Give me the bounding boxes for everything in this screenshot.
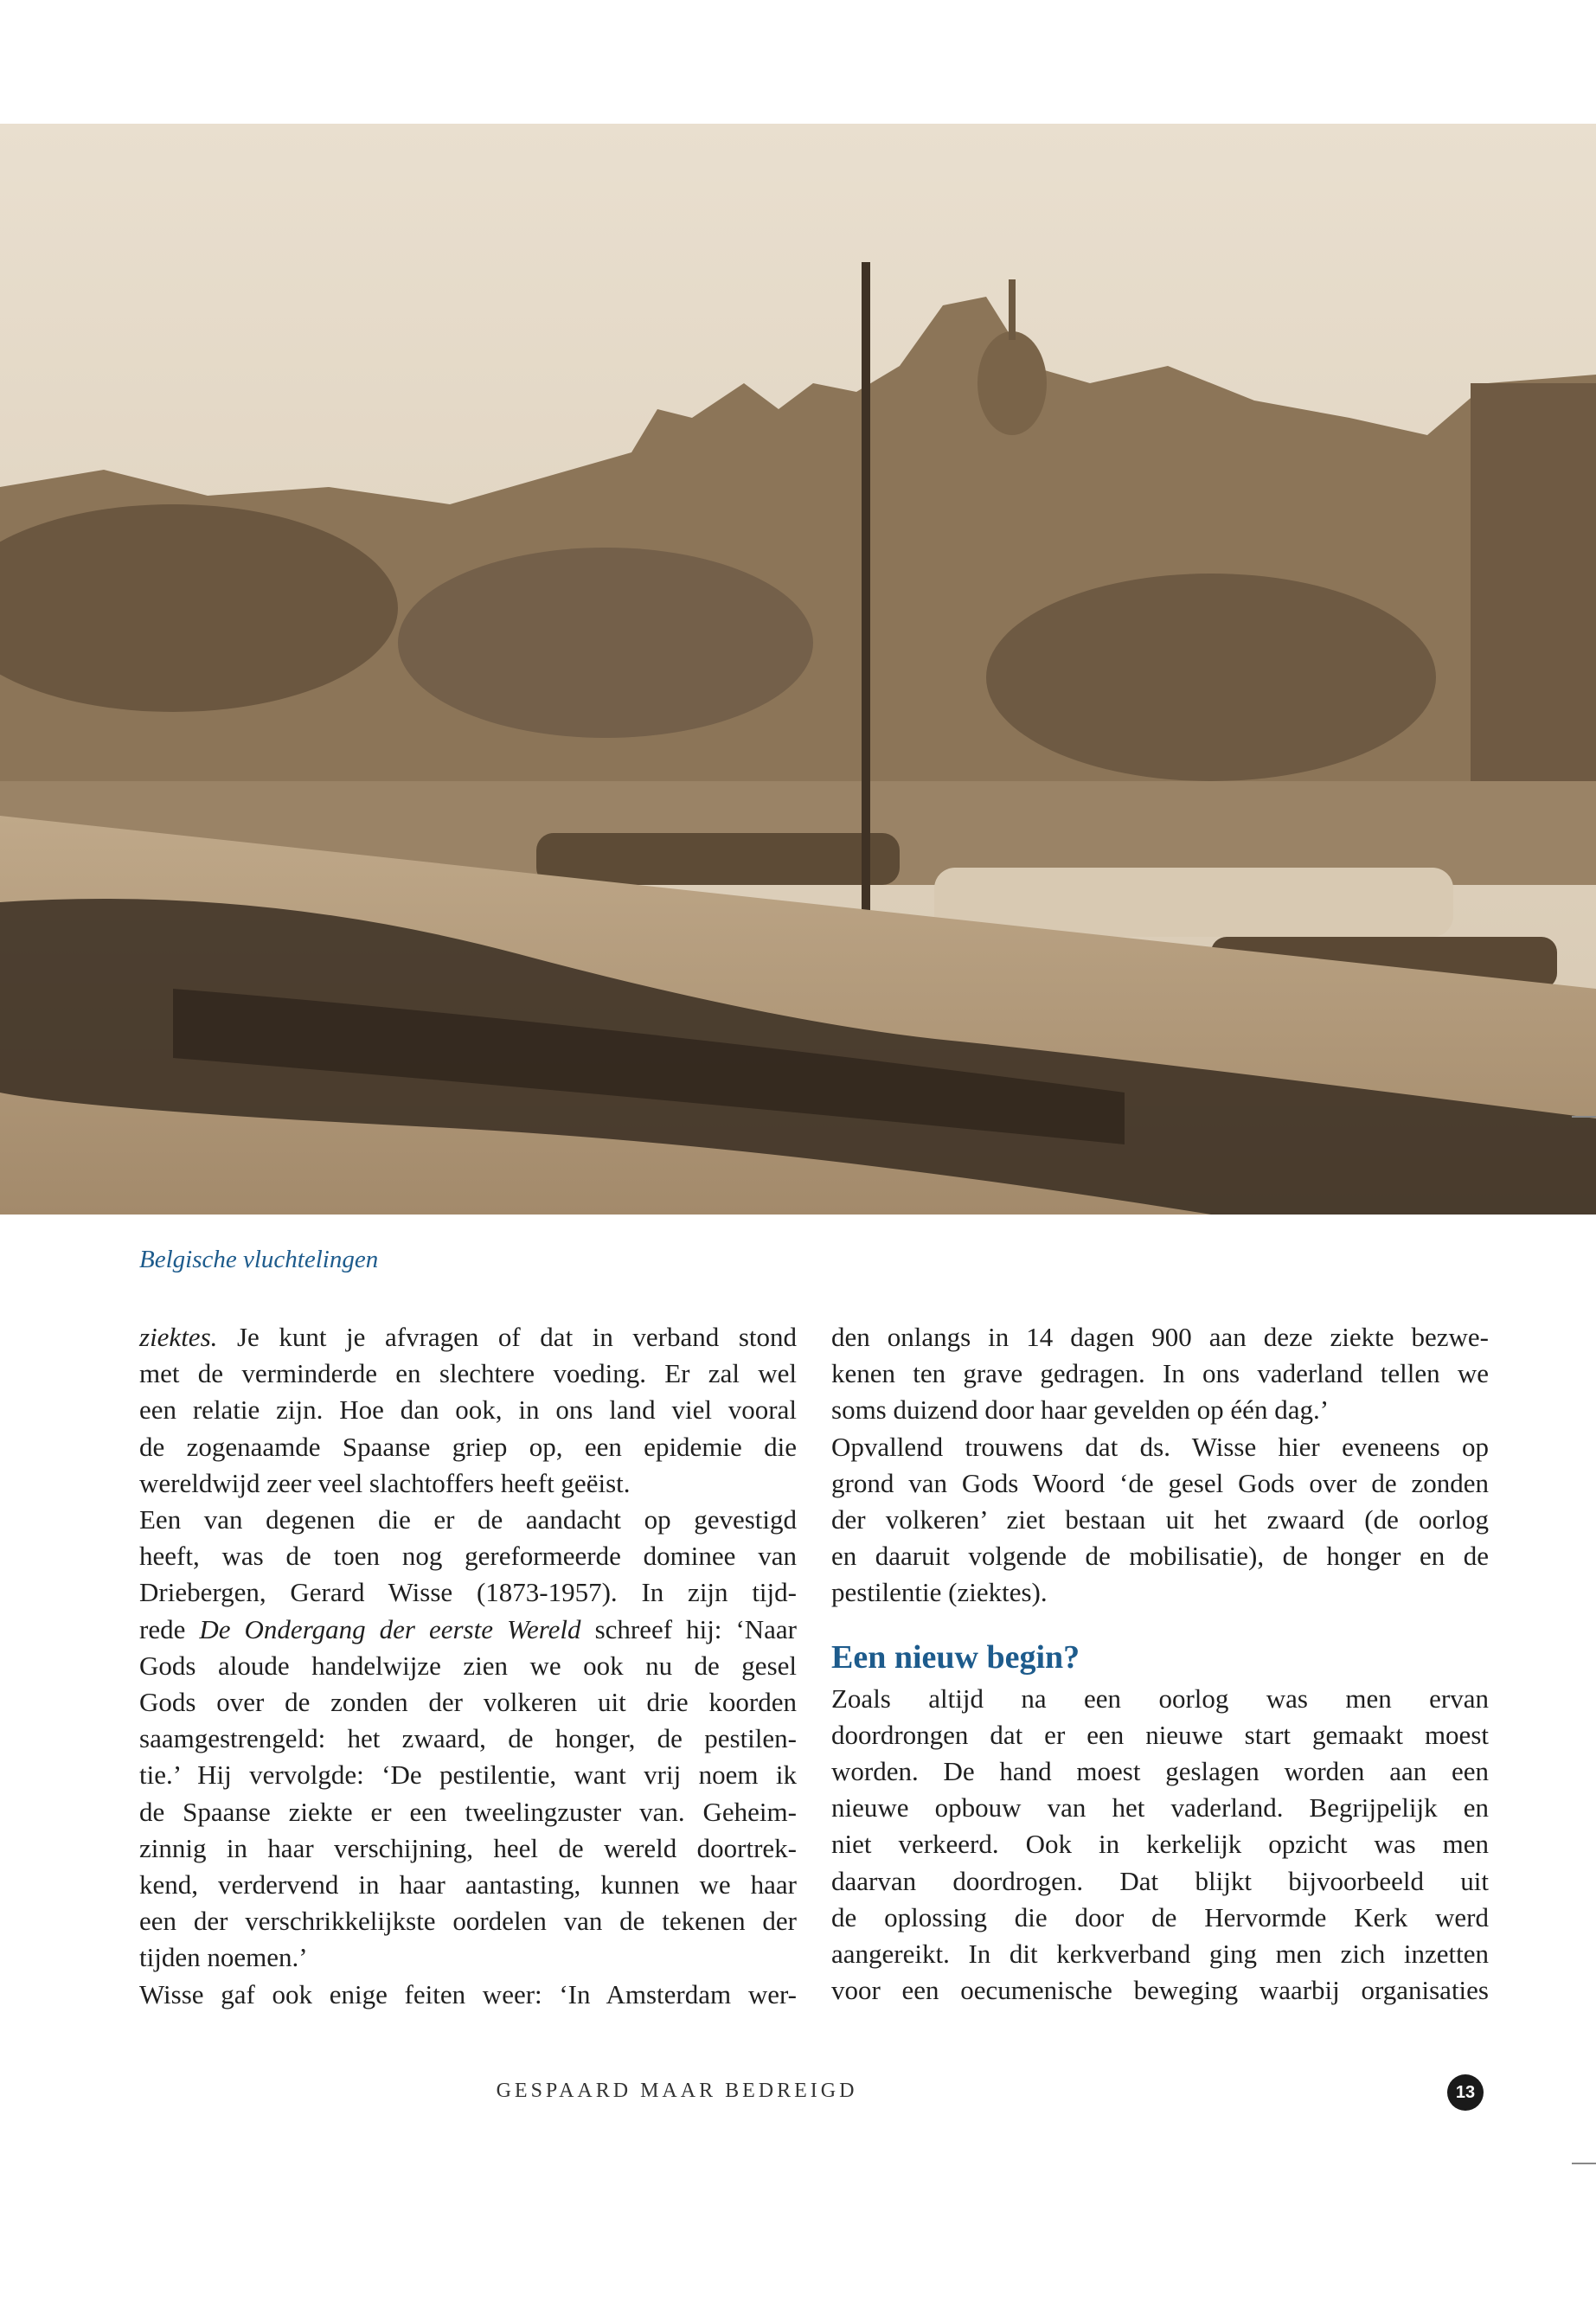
text-line — [831, 1465, 1489, 1502]
text-line-body: niet verkeerd. Ook in kerkelijk opzicht was men — [831, 1829, 1489, 1860]
text-line — [139, 1612, 797, 1648]
historical-photo — [0, 124, 1596, 1215]
text-line — [139, 1794, 797, 1830]
text-line — [831, 1972, 1489, 2009]
text-line — [139, 1903, 797, 1939]
text-line-body: nieuwe opbouw van het vaderland. Begrijpelijk en — [831, 1792, 1489, 1823]
text-line-body: kenen ten grave gedragen. In ons vaderland tellen we — [831, 1358, 1489, 1389]
running-footer: GESPAARD MAAR BEDREIGD — [496, 2080, 858, 2102]
text-line-body: grond van Gods Woord ‘de gesel Gods over de zonden — [831, 1467, 1489, 1498]
text-line-body: Zoals altijd na een oorlog was men ervan — [831, 1682, 1489, 1714]
text-line — [139, 1429, 797, 1465]
text-line — [139, 1574, 797, 1611]
text-line-body: der volkeren’ ziet bestaan uit het zwaard (de oorlog — [831, 1504, 1489, 1535]
text-line — [139, 1465, 797, 1502]
text-line-body: een relatie zijn. Hoe dan ook, in ons land viel vooral — [139, 1394, 797, 1426]
section-heading: Een nieuw begin? — [831, 1638, 1080, 1676]
text-column-right — [831, 1319, 1489, 2009]
text-line — [139, 1392, 797, 1428]
text-line-body: worden. De hand moest geslagen worden aan een — [831, 1756, 1489, 1787]
text-line — [831, 1319, 1489, 1356]
text-line-body: voor een oecumenische beweging waarbij organisaties — [831, 1975, 1489, 2006]
text-line — [139, 1684, 797, 1721]
text-line-body: met de verminderde en slechtere voeding. Er zal wel — [139, 1358, 797, 1389]
text-line-body: Driebergen, Gerard Wisse (1873-1957). In zijn tijd- — [139, 1577, 797, 1608]
text-line-body: wereldwijd zeer veel slachtoffers heeft geëist. — [139, 1467, 631, 1498]
text-line-body: de zogenaamde Spaanse griep op, een epidemie die — [139, 1431, 797, 1462]
text-line — [831, 1900, 1489, 1936]
text-line-body: Opvallend trouwens dat ds. Wisse hier eveneens op — [831, 1431, 1489, 1462]
text-column-left — [139, 1319, 797, 2013]
text-line-body: soms duizend door haar gevelden op één dag.’ — [831, 1394, 1330, 1426]
text-line-body: Een van degenen die er de aandacht op gevestigd — [139, 1504, 797, 1535]
text-line-body: tie.’ Hij vervolgde: ‘De pestilentie, want vrij noem ik — [139, 1759, 797, 1791]
text-line-body: saamgestrengeld: het zwaard, de honger, de pestilen- — [139, 1723, 797, 1754]
text-line — [831, 1826, 1489, 1862]
text-line-body: den onlangs in 14 dagen 900 aan deze ziekte bezwe- — [831, 1322, 1489, 1352]
text-line — [139, 1319, 797, 1356]
text-line — [831, 1356, 1489, 1392]
text-line-body: heeft, was de toen nog gereformeerde dominee van — [139, 1541, 797, 1572]
text-line — [831, 1936, 1489, 1972]
text-line — [139, 1939, 797, 1976]
text-line — [831, 1429, 1489, 1465]
text-line-body: aangereikt. In dit kerkverband ging men zich inzetten — [831, 1939, 1489, 1970]
text-line — [831, 1681, 1489, 1717]
text-line — [831, 1538, 1489, 1574]
text-line — [139, 1648, 797, 1684]
text-line — [831, 1392, 1489, 1428]
page-number: 13 — [1447, 2074, 1484, 2111]
text-line — [831, 1574, 1489, 1611]
right-column-paragraphs — [831, 1319, 1489, 1612]
text-line — [139, 1977, 797, 2013]
right-column-section-text — [831, 1681, 1489, 2009]
crop-mark — [1572, 2163, 1596, 2164]
crop-mark — [1572, 1116, 1596, 1118]
text-line — [139, 1867, 797, 1903]
photo-caption: Belgische vluchtelingen — [139, 1246, 379, 1273]
text-line-body: Wisse gaf ook enige feiten weer: ‘In Amsterdam wer- — [139, 1978, 797, 2009]
text-line — [831, 1717, 1489, 1753]
text-line-body: en daaruit volgende de mobilisatie), de honger en de — [831, 1541, 1489, 1572]
text-line-body: een der verschrikkelijkste oordelen van de tekenen der — [139, 1906, 797, 1937]
text-line-body: de Spaanse ziekte er een tweelingzuster van. Geheim- — [139, 1796, 797, 1827]
text-line — [139, 1721, 797, 1757]
text-line — [831, 1753, 1489, 1790]
text-line-body: pestilentie (ziektes). — [831, 1577, 1048, 1608]
text-line-body: Gods over de zonden der volkeren uit drie koorden — [139, 1687, 797, 1718]
text-line — [139, 1757, 797, 1793]
text-line-body: zinnig in haar verschijning, heel de wereld doortrek- — [139, 1832, 797, 1863]
text-line-prefix: rede — [139, 1613, 200, 1644]
text-line-body: schreef hij: ‘Naar — [580, 1613, 797, 1644]
text-line-body: doordrongen dat er een nieuwe start gemaakt moest — [831, 1719, 1489, 1750]
text-line-body: tijden noemen.’ — [139, 1942, 308, 1973]
italic-title: De Ondergang der eerste Wereld — [199, 1613, 581, 1644]
text-line-body: daarvan doordrogen. Dat blijkt bijvoorbeeld uit — [831, 1865, 1489, 1896]
text-line-body: kend, verdervend in haar aantasting, kunnen we haar — [139, 1869, 797, 1900]
italic-title: ziektes. — [139, 1322, 218, 1352]
text-line — [139, 1830, 797, 1867]
text-line — [139, 1356, 797, 1392]
text-line — [139, 1538, 797, 1574]
text-line — [831, 1863, 1489, 1900]
text-line — [139, 1502, 797, 1538]
text-line — [831, 1790, 1489, 1826]
photo-illustration — [0, 124, 1596, 1215]
text-line-body: de oplossing die door de Hervormde Kerk werd — [831, 1901, 1489, 1932]
text-line-body: Gods aloude handelwijze zien we ook nu de gesel — [139, 1650, 797, 1681]
text-line — [831, 1502, 1489, 1538]
text-line-body: Je kunt je afvragen of dat in verband stond — [217, 1322, 797, 1352]
